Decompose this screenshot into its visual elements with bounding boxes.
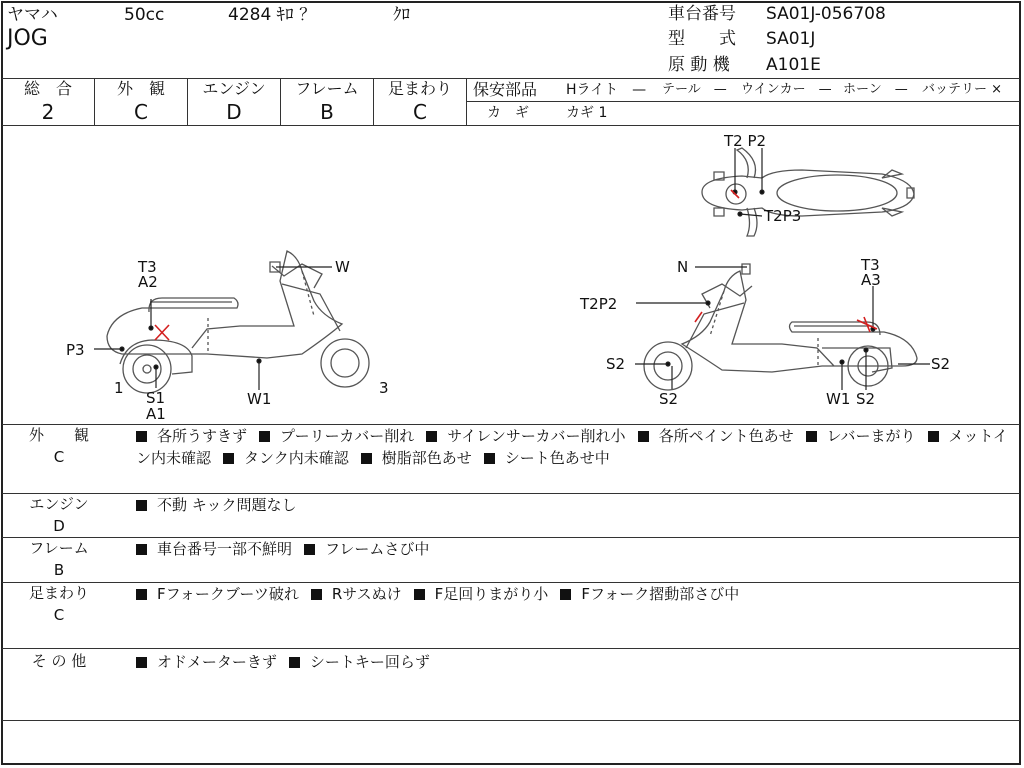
remark-item: フレームさび中 <box>304 540 429 558</box>
remark-item: メットイン内未確認 <box>136 427 1008 467</box>
section-label-exterior: 外 観 <box>28 426 89 444</box>
grade-engine-value: D <box>226 100 242 124</box>
section-grade-suspension: C <box>53 606 65 624</box>
bullet-square-icon <box>311 589 322 600</box>
bullet-square-icon <box>289 657 300 668</box>
label-right-s2-right: S2 <box>931 355 951 373</box>
safety-headlight: Hライト — <box>566 82 647 98</box>
label-right-s2-under: S2 <box>856 390 876 408</box>
bullet-square-icon <box>361 453 372 464</box>
bullet-square-icon <box>136 431 147 442</box>
bullet-square-icon <box>259 431 270 442</box>
remark-item: Rサスぬけ <box>311 585 402 603</box>
divider <box>466 78 467 125</box>
label-left-w: W <box>335 258 350 276</box>
engine-value: A101E <box>766 55 821 75</box>
bullet-square-icon <box>638 431 649 442</box>
bullet-square-icon <box>136 589 147 600</box>
grade-frame-value: B <box>320 100 334 124</box>
color: ｸﾛ <box>393 5 410 25</box>
frame-no: SA01J-056708 <box>766 4 886 24</box>
remark-item: 樹脂部色あせ <box>361 449 472 467</box>
divider <box>2 648 1020 649</box>
grade-engine-label: エンジン <box>202 79 266 98</box>
section-label-other: そ の 他 <box>31 652 87 670</box>
remark-item: 車台番号一部不鮮明 <box>136 540 292 558</box>
grade-exterior-value: C <box>134 100 148 124</box>
section-grade-exterior: C <box>53 448 65 466</box>
label-top-t2p2: T2 P2 <box>724 132 767 150</box>
section-remarks-other <box>136 651 1012 673</box>
bullet-square-icon <box>136 500 147 511</box>
section-label-engine: エンジン <box>29 495 89 513</box>
bullet-square-icon <box>136 544 147 555</box>
section-label-suspension: 足まわり <box>28 584 89 602</box>
mileage: 4284 ｷﾛ ？ <box>228 5 317 25</box>
maker: ヤマハ <box>7 5 58 25</box>
label-left-1: 1 <box>114 379 124 397</box>
label-right-a3: A3 <box>861 271 881 289</box>
bullet-square-icon <box>414 589 425 600</box>
frame-no-label: 車台番号 <box>668 4 736 24</box>
label-left-w1: W1 <box>247 390 272 408</box>
grade-exterior-label: 外 観 <box>116 79 165 98</box>
remark-item: サイレンサーカバー削れ小 <box>426 427 625 445</box>
bullet-square-icon <box>304 544 315 555</box>
safety-horn: ホーン — <box>843 82 908 97</box>
label-right-s2-bottom: S2 <box>659 390 679 408</box>
section-label-frame: フレーム <box>29 539 89 557</box>
grade-suspension-label: 足まわり <box>387 79 452 98</box>
remark-item: F足回りまがり小 <box>414 585 549 603</box>
remark-item: シート色あせ中 <box>484 449 610 467</box>
engine-label: 原 動 機 <box>668 55 730 75</box>
bullet-square-icon <box>136 657 147 668</box>
label-left-p3: P3 <box>66 341 85 359</box>
safety-taillight: テール — <box>662 82 727 97</box>
key-value: カギ 1 <box>566 105 608 121</box>
remark-item: 各所ペイント色あせ <box>638 427 794 445</box>
bullet-square-icon <box>426 431 437 442</box>
type-label: 型 式 <box>668 29 736 49</box>
label-left-a1: A1 <box>146 405 166 423</box>
key-label: カ ギ <box>487 105 529 121</box>
bullet-square-icon <box>928 431 939 442</box>
section-remarks-engine <box>136 494 1012 516</box>
label-right-n: N <box>677 258 689 276</box>
remark-item: プーリーカバー削れ <box>259 427 414 445</box>
type-value: SA01J <box>766 29 816 49</box>
grade-total-label: 総 合 <box>23 79 72 98</box>
bullet-square-icon <box>484 453 495 464</box>
section-remarks-suspension <box>136 583 1012 605</box>
bullet-square-icon <box>223 453 234 464</box>
section-grade-frame: B <box>53 561 65 579</box>
scooter-diagram <box>2 126 1020 424</box>
label-left-a2: A2 <box>138 273 158 291</box>
label-right-w1: W1 <box>826 390 851 408</box>
label-left-s1: S1 <box>146 389 166 407</box>
bullet-square-icon <box>560 589 571 600</box>
divider <box>2 720 1020 721</box>
grade-total-value: 2 <box>41 100 55 124</box>
remark-item: Fフォーク摺動部さび中 <box>560 585 739 603</box>
remark-item: シートキー回らず <box>289 653 430 671</box>
section-remarks-frame <box>136 538 1012 560</box>
safety-battery: バッテリー × <box>922 82 1003 97</box>
remark-item: 各所うすきず <box>136 427 247 445</box>
engine-cc: 50cc <box>124 5 165 25</box>
bullet-square-icon <box>806 431 817 442</box>
label-left-t3: T3 <box>138 258 157 276</box>
section-remarks-exterior <box>136 425 1012 469</box>
label-right-t2p2: T2P2 <box>580 295 618 313</box>
grade-frame-label: フレーム <box>295 79 359 98</box>
remark-item: Fフォークブーツ破れ <box>136 585 299 603</box>
remark-item: 不動 キック問題なし <box>136 496 296 514</box>
remark-item: レバーまがり <box>806 427 916 445</box>
safety-title: 保安部品 <box>473 80 538 99</box>
remark-item: タンク内未確認 <box>223 449 349 467</box>
label-top-t2p3: T2P3 <box>764 207 802 225</box>
safety-winker: ウインカー — <box>741 82 832 97</box>
section-grade-engine: D <box>53 517 65 535</box>
label-right-s2-left: S2 <box>606 355 626 373</box>
divider <box>467 101 1020 102</box>
label-left-3: 3 <box>379 379 389 397</box>
remark-item: オドメーターきず <box>136 653 277 671</box>
label-right-t3: T3 <box>861 256 880 274</box>
grade-suspension-value: C <box>413 100 427 124</box>
model-name: JOG <box>7 26 48 51</box>
